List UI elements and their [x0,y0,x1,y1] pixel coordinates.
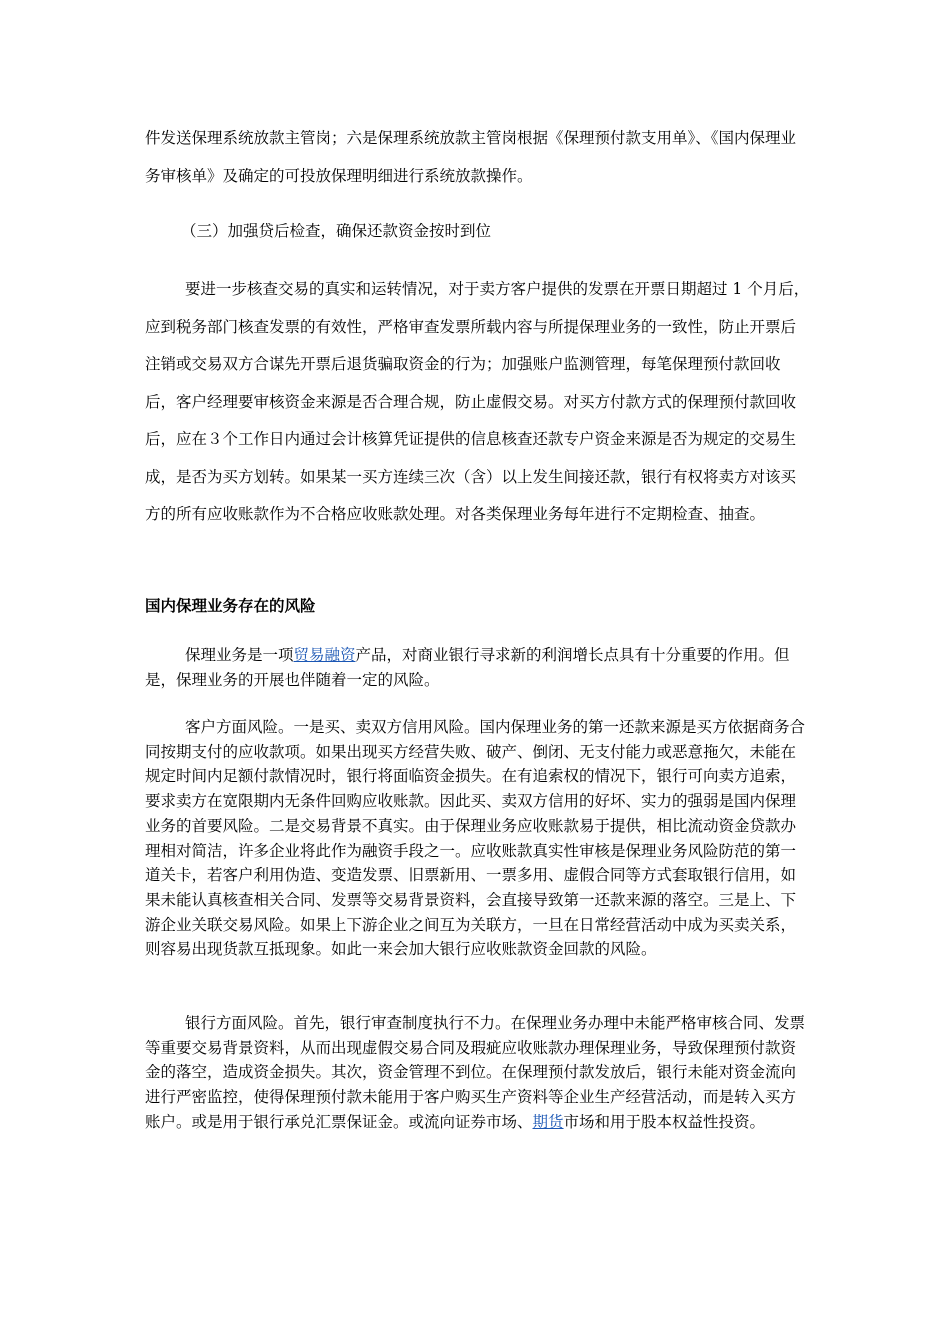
intro-text-after: 产品，对商业银行寻求新的利润增长点具有十分重要的作用。但是，保理业务的开展也伴随着一定的风险。 [145,646,790,689]
bank-risk-text-after: 市场和用于股本权益性投资。 [563,1112,766,1131]
paragraph-release-procedure: 件发送保理系统放款主管岗；六是保理系统放款主管岗根据《保理预付款支用单》、《国内保理业务审核单》及确定的可投放保理明细进行系统放款操作。 [145,129,797,185]
paragraph-factoring-intro [145,643,810,692]
paragraph-customer-risk: 客户方面风险。一是买、卖双方信用风险。国内保理业务的第一还款来源是买方依据商务合同按期支付的应收款项。如果出现买方经营失败、破产、倒闭、无支付能力或恶意拖欠，未能在规定时间内足额付款情况时，银行将面临资金损失。在有追索权的情况下，银行可向卖方追索，要求卖方在宽限期内无条件回购应收账款。因此买、卖双方信用的好坏、实力的强弱是国内保理业务的首要风险。二是交易背景不真实。由于保理业务应收账款易于提供，相比流动资金贷款办理相对简洁，许多企业将此作为融资手段之一。应收账款真实性审核是保理业务风险防范的第一道关卡，若客户利用伪造、变造发票、旧票新用、一票多用、虚假合同等方式套取银行信用，如果未能认真核查相关合同、发票等交易背景资料，会直接导致第一还款来源的落空。三是上、下游企业关联交易风险。如果上下游企业之间互为关联方，一旦在日常经营活动中成为买卖关系，则容易出现货款互抵现象。如此一来会加大银行应收账款资金回款的风险。 [145,718,806,959]
paragraph-post-loan-check: 要进一步核查交易的真实和运转情况，对于卖方客户提供的发票在开票日期超过 1 个月后，应到税务部门核查发票的有效性，严格审查发票所载内容与所提保理业务的一致性，防止开票后注销或交易双方合谋先开票后退货骗取资金的行为；加强账户监测管理，每笔保理预付款回收后，客户经理要审核资金来源是否合理合规，防止虚假交易。对买方付款方式的保理预付款回收后，应在３个工作日内通过会计核算凭证提供的信息核查还款专户资金来源是否为规定的交易生成，是否为买方划转。如果某一买方连续三次（含）以上发生间接还款，银行有权将卖方对该买方的所有应收账款作为不合格应收账款处理。对各类保理业务每年进行不定期检查、抽查。 [145,280,810,523]
intro-text-before: 保理业务是一项 [185,646,294,664]
trade-finance-link[interactable]: 贸易融资 [293,646,356,664]
section-title-post-loan-check: （三）加强贷后检查，确保还款资金按时到位 [181,222,492,240]
paragraph-bank-risk [145,1011,810,1135]
heading-domestic-factoring-risks: 国内保理业务存在的风险 [145,597,316,615]
futures-link[interactable]: 期货 [532,1112,564,1131]
bank-risk-text-before: 银行方面风险。首先，银行审查制度执行不力。在保理业务办理中未能严格审核合同、发票等重要交易背景资料，从而出现虚假交易合同及瑕疵应收账款办理保理业务，导致保理预付款资金的落空，造成资金损失。其次，资金管理不到位。在保理预付款发放后，银行未能对资金流向进行严密监控，使得保理预付款未能用于客户购买生产资料等企业生产经营活动，而是转入买方账户。或是用于银行承兑汇票保证金。或流向证券市场、 [145,1014,806,1131]
